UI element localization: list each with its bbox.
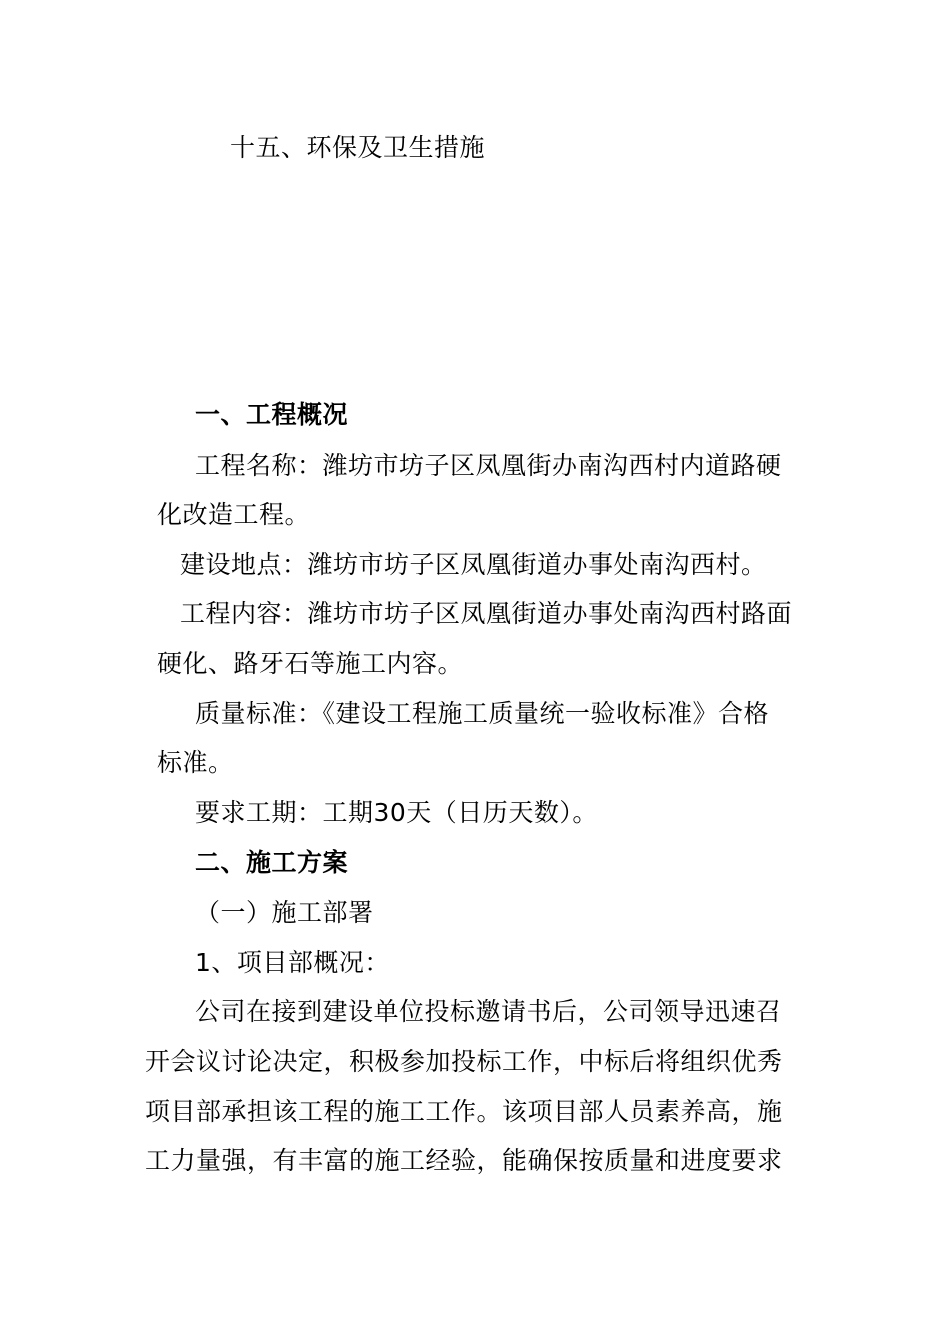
project-content-line-2: 硬化、路牙石等施工内容。 bbox=[157, 649, 464, 678]
quality-standard-line-2: 标准。 bbox=[157, 748, 234, 777]
subheading-deployment: （一）施工部署 bbox=[195, 898, 374, 927]
project-content-line-1: 工程内容：潍坊市坊子区凤凰街道办事处南沟西村路面 bbox=[180, 599, 793, 628]
project-name-line-2: 化改造工程。 bbox=[157, 500, 311, 529]
paragraph-line-3: 项目部承担该工程的施工工作。该项目部人员素养高，施 bbox=[145, 1097, 783, 1126]
quality-standard-line-1: 质量标准：《建设工程施工质量统一验收标准》合格 bbox=[195, 699, 770, 728]
paragraph-line-1: 公司在接到建设单位投标邀请书后，公司领导迅速召 bbox=[195, 997, 782, 1026]
toc-line: 十五、环保及卫生措施 bbox=[230, 133, 486, 162]
item-project-department: 1、项目部概况： bbox=[195, 948, 390, 977]
section-heading-construction-plan: 二、施工方案 bbox=[195, 848, 349, 877]
section-heading-project-overview: 一、工程概况 bbox=[195, 400, 349, 429]
required-duration: 要求工期：工期30天（日历天数）。 bbox=[195, 798, 598, 827]
paragraph-line-4: 工力量强，有丰富的施工经验，能确保按质量和进度要求 bbox=[145, 1146, 783, 1175]
project-name-line-1: 工程名称：潍坊市坊子区凤凰街办南沟西村内道路硬 bbox=[195, 451, 782, 480]
construction-location: 建设地点：潍坊市坊子区凤凰街道办事处南沟西村。 bbox=[180, 550, 767, 579]
paragraph-line-2: 开会议讨论决定，积极参加投标工作，中标后将组织优秀 bbox=[145, 1047, 783, 1076]
